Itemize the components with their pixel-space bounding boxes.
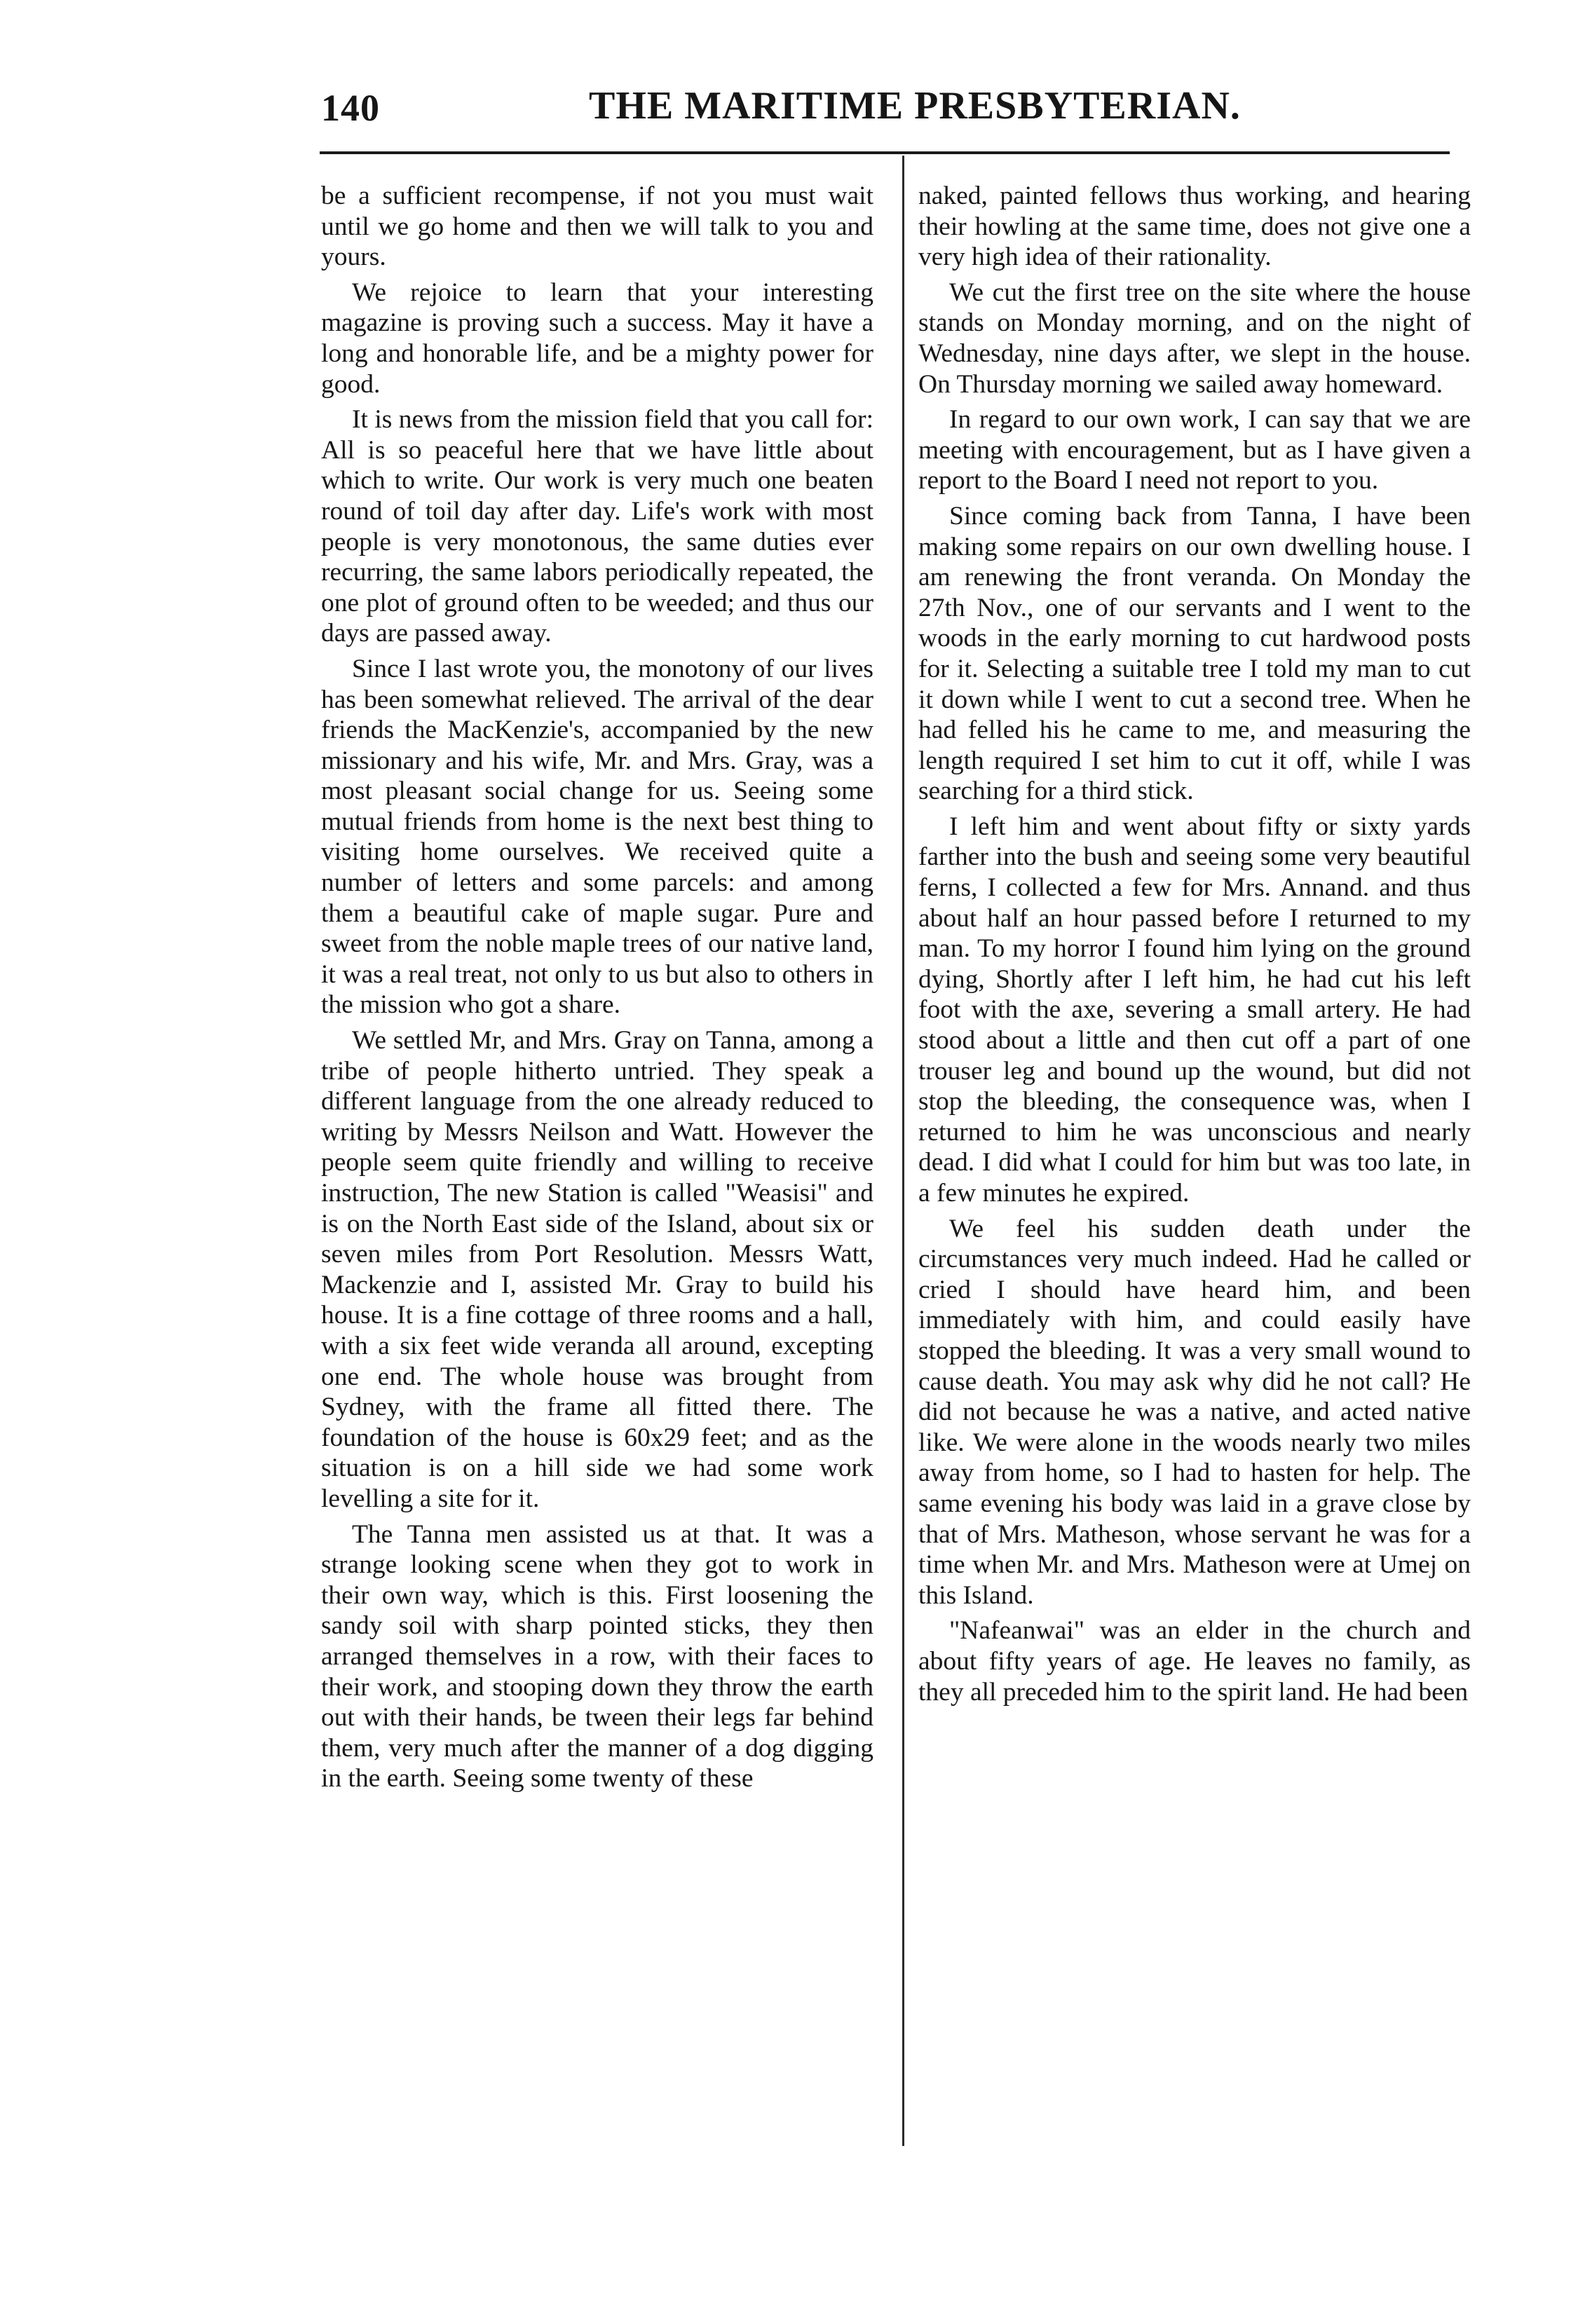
paragraph: The Tanna men assisted us at that. It was a strange looking scene when they got to work in their own way, which is this. First loosening the sandy soil with sharp pointed sticks, they then arranged themselves in a row, with their faces to their work, and stooping down they throw the earth out with their hands, be tween their legs far behind them, very much after the manner of a dog digging in the earth. Seeing some twenty of these	[321, 1519, 873, 1793]
paragraph: naked, painted fellows thus working, and hearing their howling at the same time, does not give one a very high idea of their rationality.	[918, 182, 1471, 272]
paragraph: I left him and went about fifty or sixty yards farther into the bush and seeing some very beautiful ferns, I collected a few for Mrs. Annand. and thus about half an hour passed before I returned to my man. To my horror I found him lying on the ground dying, Shortly after I left him, he had cut his left foot with the axe, severing a small artery. He had stood about a little and then cut off a part of one trouser leg and bound up the wound, but did not stop the bleeding, the consequence was, when I returned to him he was unconscious and nearly dead. I did what I could for him but was too late, in a few minutes he expired.	[918, 812, 1471, 1208]
right-column	[918, 181, 1471, 1712]
paragraph: We cut the first tree on the site where the house stands on Monday morning, and on the night of Wednesday, nine days after, we slept in the house. On Thursday morning we sailed away homeward.	[918, 278, 1471, 399]
paragraph: In regard to our own work, I can say that we are meeting with encouragement, but as I have given a report to the Board I need not report to you.	[918, 405, 1471, 495]
header-rule	[320, 151, 1450, 154]
running-title: THE MARITIME PRESBYTERIAN.	[589, 84, 1241, 128]
paragraph: be a sufficient recompense, if not you must wait until we go home and then we will talk to you and yours.	[321, 182, 873, 272]
paragraph: Since coming back from Tanna, I have been making some repairs on our own dwelling house. I am renewing the front veranda. On Monday the 27th Nov., one of our servants and I went to the woods in the early morning to cut hardwood posts for it. Selecting a suitable tree I told my man to cut it down while I went to cut a second tree. When he had felled his he came to me, and measuring the length required I set him to cut it off, while I was searching for a third stick.	[918, 501, 1471, 806]
paragraph: We settled Mr, and Mrs. Gray on Tanna, among a tribe of people hitherto untried. They speak a different language from the one already reduced to writing by Messrs Neilson and Watt. However the people seem quite friendly and willing to receive instruction, The new Station is called "Weasisi" and is on the North East side of the Island, about six or seven miles from Port Resolution. Messrs Watt, Mackenzie and I, assisted Mr. Gray to build his house. It is a fine cottage of three rooms and a hall, with a six feet wide veranda all around, excepting one end. The whole house was brought from Sydney, with the frame all fitted there. The foundation of the house is 60x29 feet; and as the situation is on a hill side we had some work levelling a site for it.	[321, 1026, 873, 1513]
paragraph: It is news from the mission field that you call for: All is so peaceful here that we have little about which to write. Our work is very much one beaten round of toil day after day. Life's work with most people is very monotonous, the same duties ever recurring, the same labors periodically repeated, the one plot of ground often to be weeded; and thus our days are passed away.	[321, 405, 873, 648]
column-divider	[902, 156, 904, 2146]
paragraph: We rejoice to learn that your interesting magazine is proving such a success. May it have a long and honorable life, and be a mighty power for good.	[321, 278, 873, 399]
left-column	[321, 181, 873, 1799]
paragraph: Since I last wrote you, the monotony of our lives has been somewhat relieved. The arrival of the dear friends the MacKenzie's, accompanied by the new missionary and his wife, Mr. and Mrs. Gray, was a most pleasant social change for us. Seeing some mutual friends from home is the next best thing to visiting home ourselves. We received quite a number of letters and some parcels: and among them a beautiful cake of maple sugar. Pure and sweet from the noble maple trees of our native land, it was a real treat, not only to us but also to others in the mission who got a share.	[321, 654, 873, 1020]
paragraph: We feel his sudden death under the circumstances very much indeed. Had he called or cried I should have heard him, and been immediately with him, and could easily have stopped the bleeding. It was a very small wound to cause death. You may ask why did he not call? He did not because he was a native, and acted native like. We were alone in the woods nearly two miles away from home, so I had to hasten for help. The same evening his body was laid in a grave close by that of Mrs. Matheson, whose servant he was for a time when Mr. and Mrs. Matheson were at Umej on this Island.	[918, 1214, 1471, 1610]
page-number: 140	[321, 87, 380, 129]
paragraph: "Nafeanwai" was an elder in the church and about fifty years of age. He leaves no family, as they all preceded him to the spirit land. He had been	[918, 1616, 1471, 1707]
